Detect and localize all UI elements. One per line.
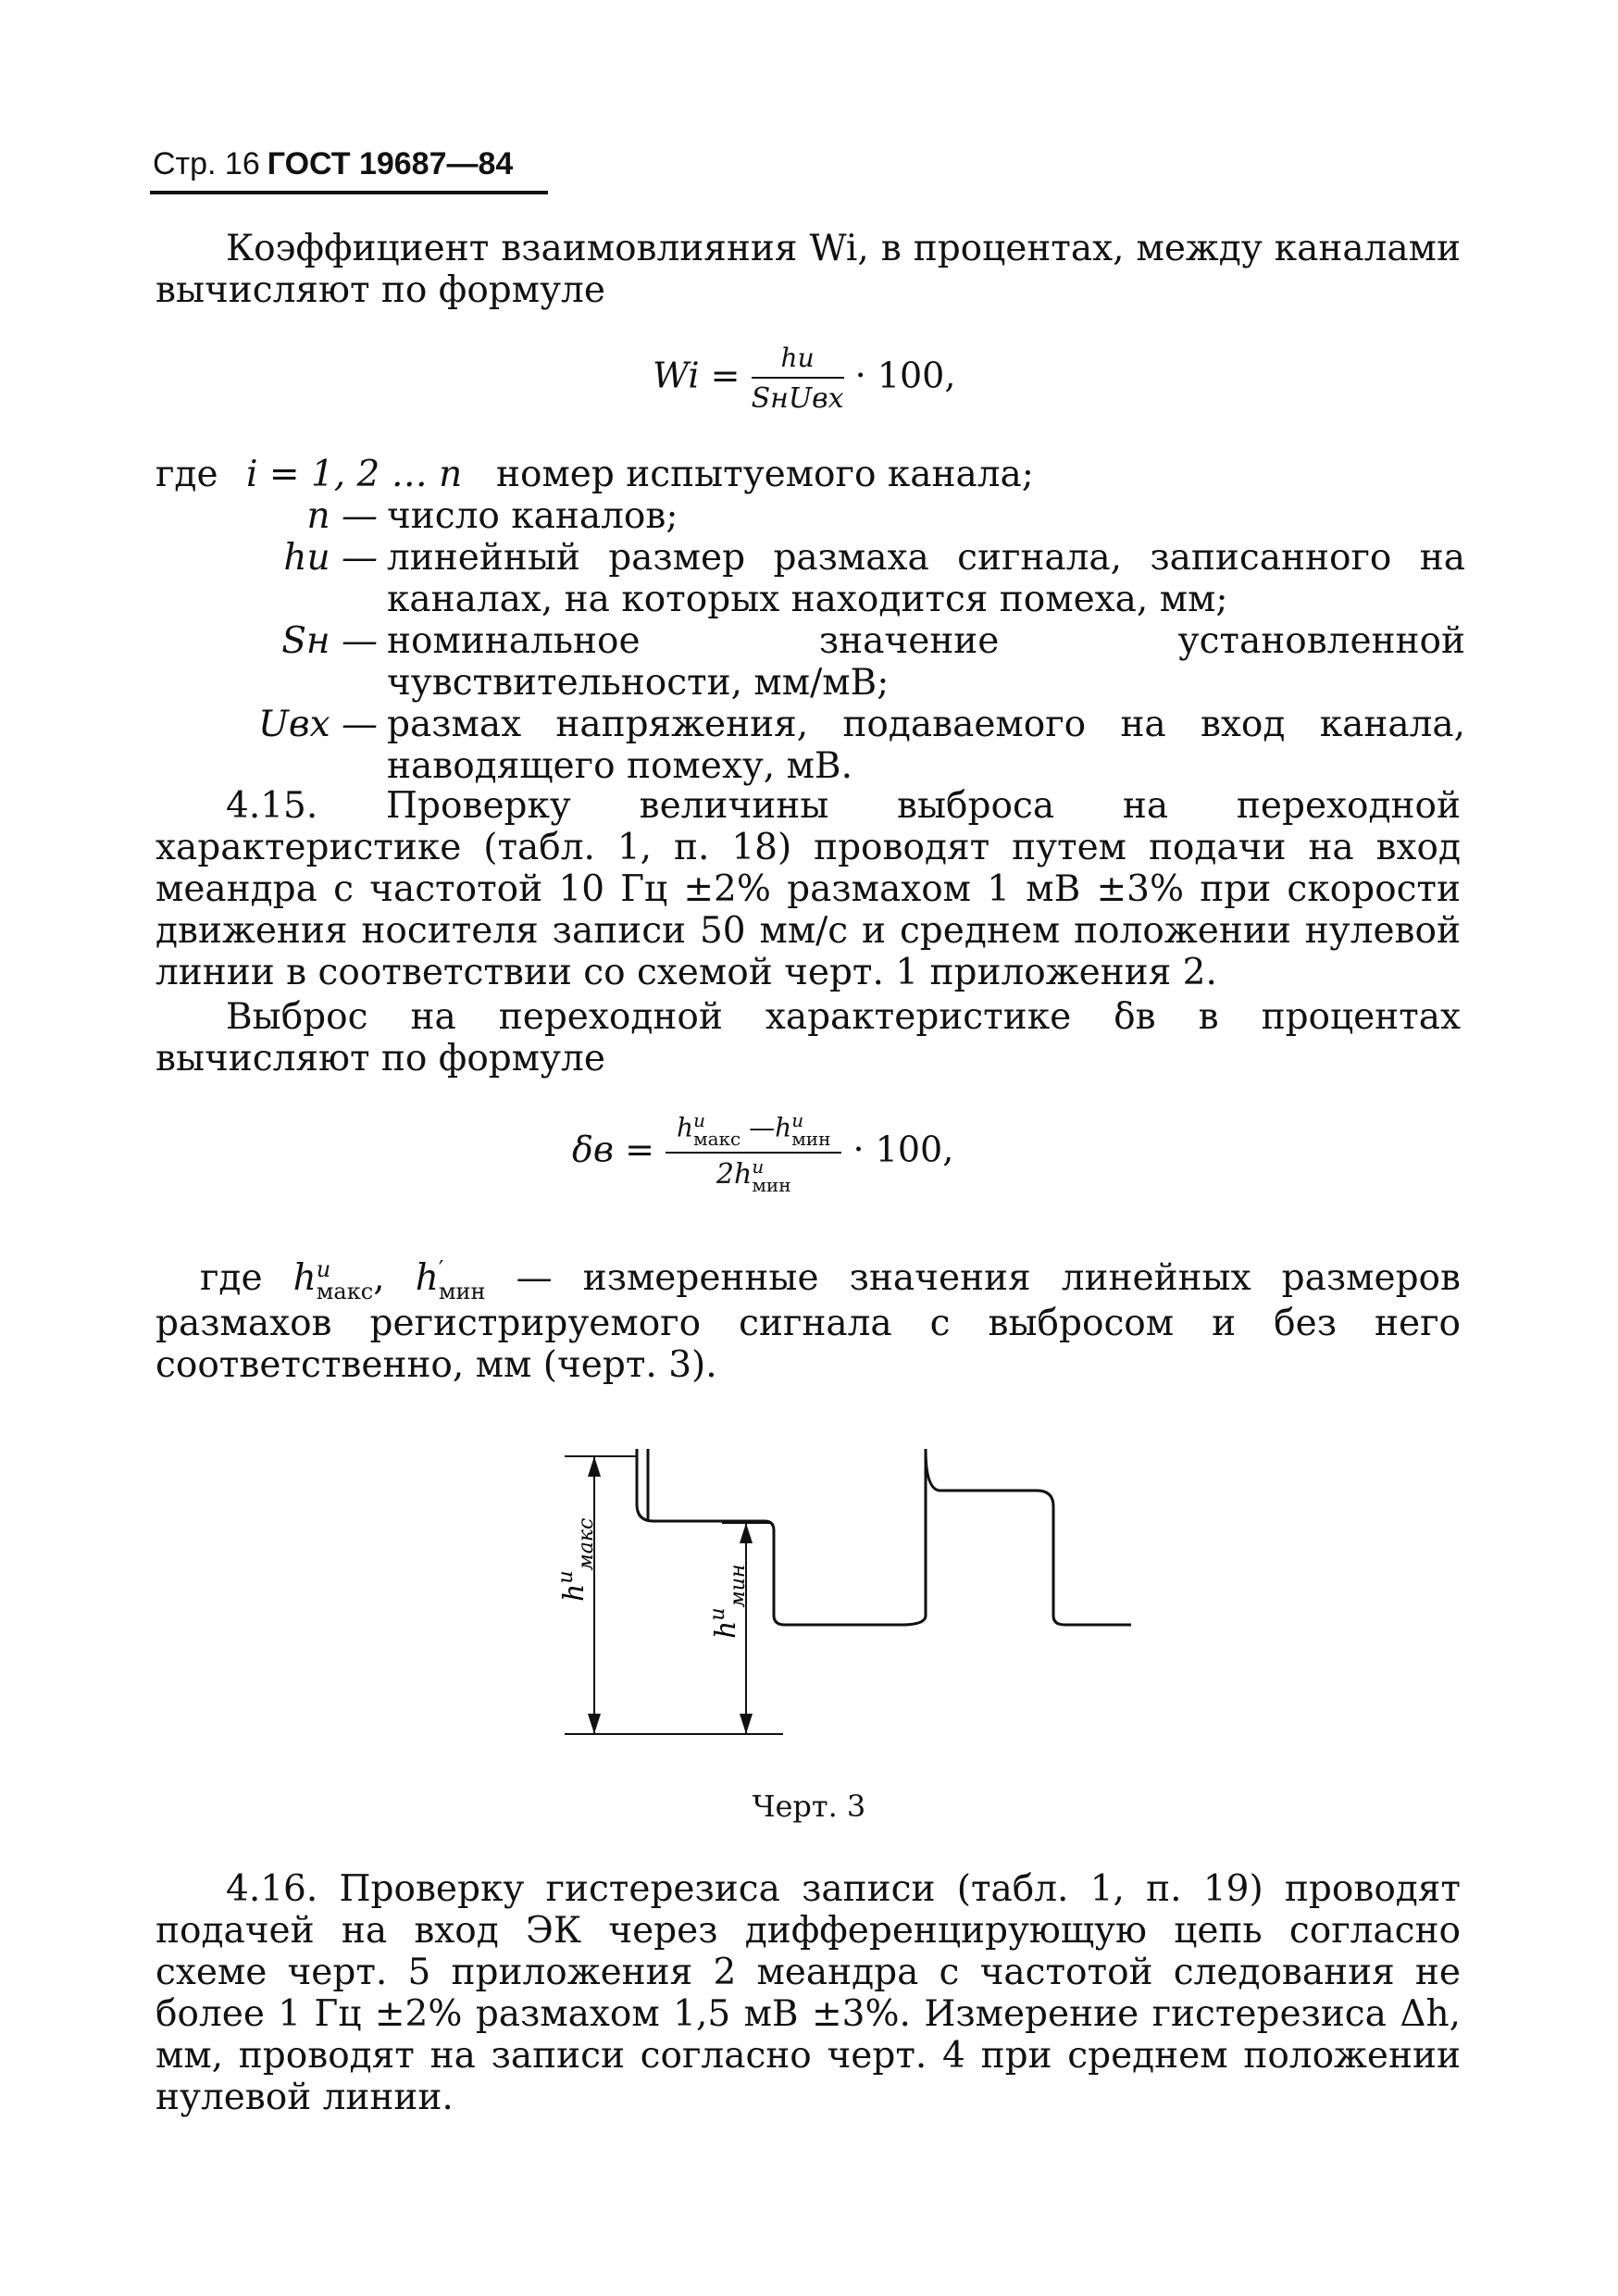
standard-number: ГОСТ 19687—84 [267,146,514,181]
formula1-lhs: Wi [653,355,700,396]
formula2-tail: · 100, [853,1129,954,1170]
formula2-fraction [666,1111,841,1194]
formula2-denominator [666,1154,841,1194]
paragraph-4-15: 4.15. Проверку величины выброса на переходной характеристике (табл. 1, п. 18) проводят путем подачи на вход меандра с частотой 10 Гц ±2% размахом 1 мВ ±3% при скорости движения носителя записи 50 мм/с и среднем положении нулевой линии в соответствии со схемой черт. 1 приложения 2. [156,785,1461,993]
paragraph-overshoot-intro: Выброс на переходной характеристике δв в процентах вычисляют по формуле [156,996,1461,1079]
figure-caption: Черт. 3 [752,1789,866,1824]
where2-comma: , [373,1257,385,1299]
where-text: размах напряжения, подаваемого на вход канала, наводящего помеху, мВ. [387,704,1465,787]
arrow-max-bottom [588,1714,601,1734]
where-text: число каналов; [387,495,678,537]
arrow-max-top [588,1456,601,1477]
formula2-den-scripts [752,1157,790,1194]
where-symbol: n — [306,495,378,537]
header-rule [150,191,548,194]
formula2-minus: — [749,1112,776,1143]
label-h-max: $h^u_{макс}$ [554,1517,598,1602]
where-symbol: Sн — [281,620,378,662]
page-number: Стр. 16 [153,146,260,181]
formula2-lhs: δв [572,1129,614,1170]
where2-lead: где [200,1257,263,1299]
label-h-min: $h^u_{мин}$ [706,1564,750,1639]
formula1-numerator: hu [752,343,844,379]
where-symbol: i = 1, 2 … n [246,454,463,495]
waveform-signal [637,1449,1131,1625]
formula2-eq: = [625,1129,654,1170]
where2-symbol-b-sup: ′ [438,1256,444,1282]
where-symbol: Uвх — [258,704,378,745]
formula2-num-a-scripts [693,1111,741,1148]
arrow-min-top [740,1523,753,1543]
paragraph-coefficient-intro: Коэффициент взаимовлияния Wi, в процентах, между каналами вычисляют по формуле [156,228,1461,311]
formula2-num-b-sup: u [791,1109,804,1131]
formula2-den-sub: мин [752,1174,791,1196]
where2-symbol-a-scripts [317,1258,373,1303]
formula1-fraction [752,343,844,415]
where-text: номер испытуемого канала; [496,454,1034,495]
where-text: номинальное значение установленной чувствительности, мм/мВ; [387,620,1465,704]
where2-symbol-b-scripts [439,1258,486,1303]
formula2-num-a: h [677,1112,694,1143]
formula2-num-b: h [775,1112,792,1143]
where2-symbol-b: h [415,1257,439,1299]
where2-symbol-b-sub: мин [438,1279,486,1304]
where-lead: где [156,454,218,495]
figure-overshoot-waveform [528,1440,1157,1754]
formula-overshoot [572,1111,953,1194]
formula2-numerator [666,1111,841,1154]
formula1-eq: = [710,355,741,396]
formula2-num-a-sub: макс [693,1128,741,1150]
where2-symbol-a-sup: u [316,1256,331,1282]
where2-symbol-a-sub: макс [316,1279,374,1304]
formula2-num-b-sub: мин [791,1128,831,1150]
formula1-tail: · 100, [854,355,956,396]
formula-mutual-influence [653,343,955,415]
formula2-num-a-sup: u [693,1109,705,1131]
where-symbol: hu — [283,537,378,579]
formula2-den-sup: u [752,1155,765,1178]
arrow-min-bottom [740,1714,753,1734]
page-header [153,146,513,182]
formula1-denominator: SнUвх [751,382,844,415]
where-list-2 [156,1257,1461,1386]
formula2-den-coef: 2h [716,1158,753,1191]
formula2-num-b-scripts [791,1111,830,1148]
where2-symbol-a: h [292,1257,317,1299]
where-text: линейный размер размаха сигнала, записанного на каналах, на которых находится помеха, мм; [387,537,1465,620]
paragraph-4-16: 4.16. Проверку гистерезиса записи (табл. 1, п. 19) проводят подачей на вход ЭК через дифференцирующую цепь согласно схеме черт. 5 приложения 2 меандра с частотой следования не более 1 Гц ±2% размахом 1,5 мВ ±3%. Измерение гистерезиса Δh, мм, проводят на записи согласно черт. 4 при среднем положении нулевой линии. [156,1868,1461,2118]
where2-text: — измеренные значения линейных размеров размахов регистрируемого сигнала с выбросом и без него соответственно, мм (черт. 3). [156,1257,1461,1386]
